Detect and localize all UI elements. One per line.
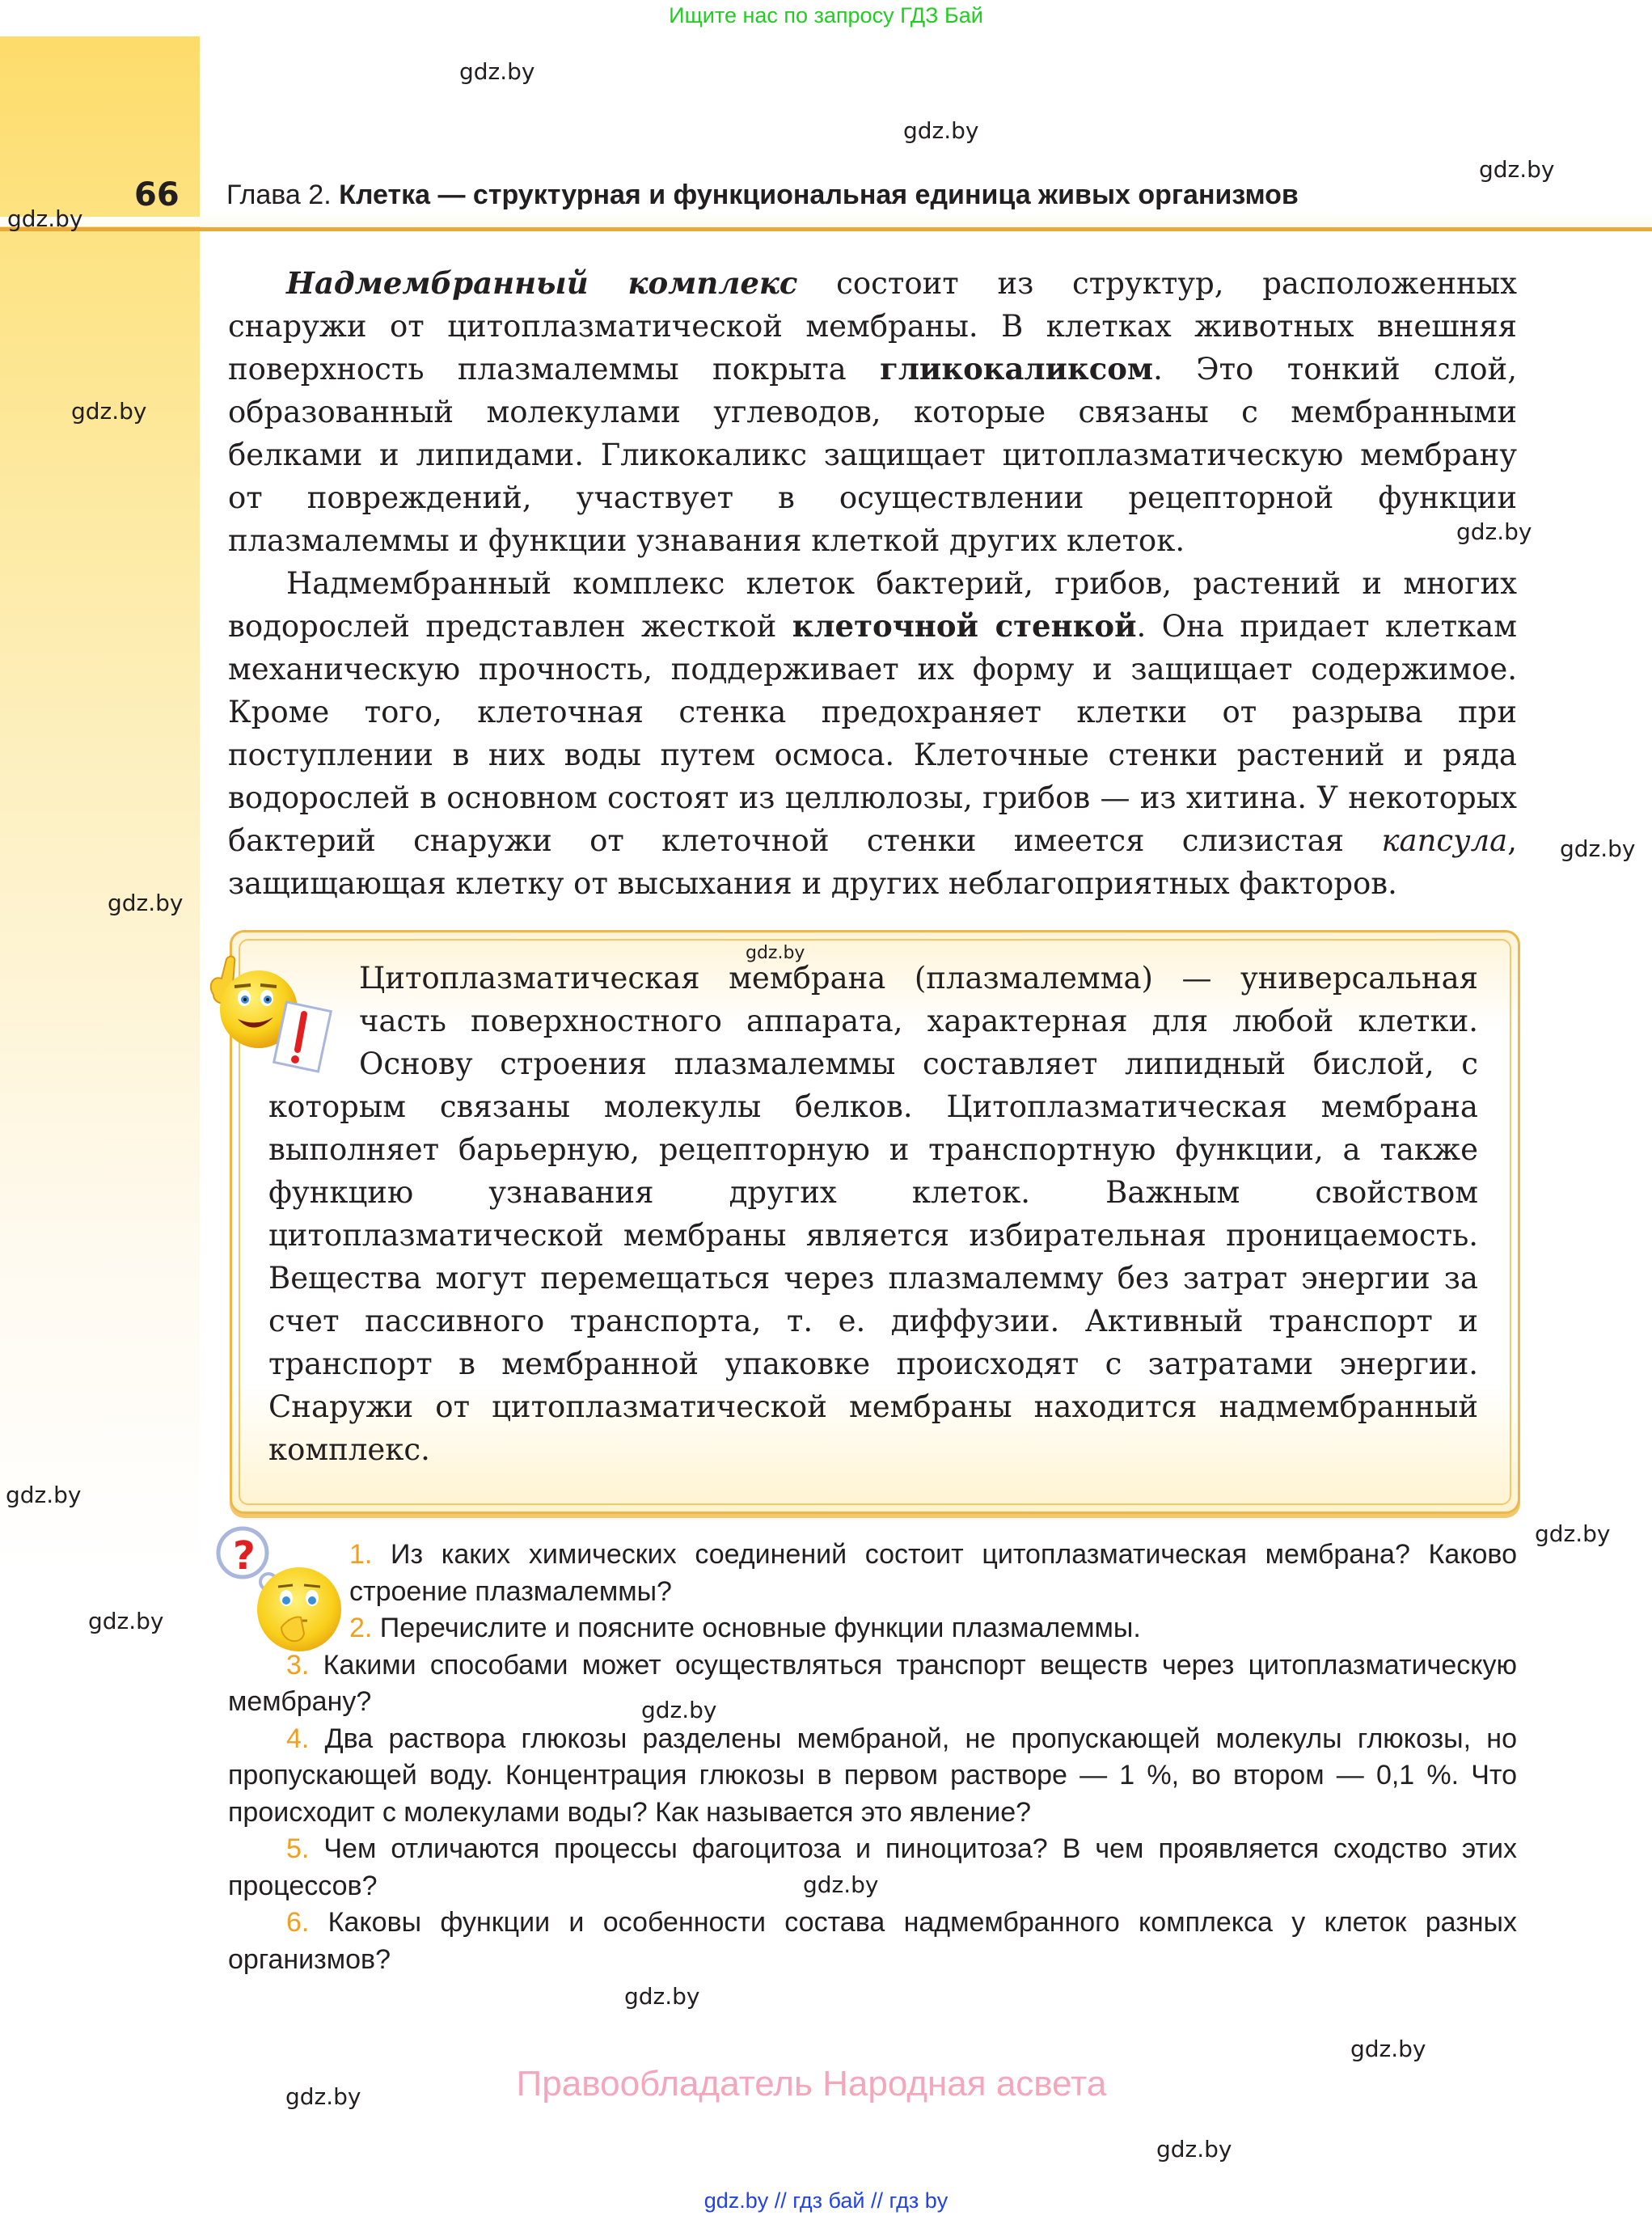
paragraph-2 <box>228 562 1517 905</box>
watermark: gdz.by <box>6 1482 82 1508</box>
watermark: gdz.by <box>285 2083 361 2110</box>
watermark: gdz.by <box>71 398 147 425</box>
watermark: gdz.by <box>803 1871 879 1898</box>
question-number: 6. <box>286 1907 310 1938</box>
watermark: gdz.by <box>746 943 805 963</box>
watermark: gdz.by <box>1350 2036 1426 2062</box>
watermark: gdz.by <box>1479 156 1555 183</box>
copyright-notice <box>0 2064 1652 2104</box>
key-note-text <box>268 957 1478 1471</box>
chapter-prefix: Глава 2. <box>226 180 340 210</box>
watermark: gdz.by <box>1156 2136 1232 2163</box>
footer-links[interactable]: gdz.by // гдз бай // гдз by <box>703 2188 949 2213</box>
header-divider <box>0 227 1652 231</box>
watermark: gdz.by <box>624 1983 700 2010</box>
header-shade <box>200 212 1652 227</box>
question-number: 4. <box>286 1723 310 1754</box>
question-item <box>228 1831 1517 1905</box>
watermark: gdz.by <box>641 1697 717 1723</box>
watermark: gdz.by <box>1560 835 1636 862</box>
watermark: gdz.by <box>903 117 979 144</box>
paragraph-text: состоит из структур, расположенных снаружи от цитоплазматической мембраны. В клетках животных внешняя поверхность плазмалеммы покрыта <box>228 266 1517 387</box>
question-text: Перечислите и поясните основные функции плазмалеммы. <box>372 1613 1141 1643</box>
review-questions <box>228 1537 1517 1978</box>
icon-spacer <box>268 957 359 1085</box>
watermark: gdz.by <box>1456 518 1532 545</box>
paragraph-text: Надмембранный комплекс клеток бактерий, грибов, растений и многих водорослей представлен жесткой <box>228 566 1517 644</box>
watermark: gdz.by <box>88 1608 164 1634</box>
watermark: gdz.by <box>459 58 535 85</box>
question-item <box>228 1721 1517 1832</box>
key-note-content: Цитоплазматическая мембрана (плазмалемма) — универсальная часть поверхностного аппарата, характерная для любой клетки. Основу строения плазмалеммы составляет липидный бислой, с которым связаны молекулы белков. Цитоплазматическая мембрана выполняет барьерную, рецепторную и транспортную функции, а также функцию узнавания других клеток. Важным свойством цитоплазматической мембраны является избирательная проницаемость. Вещества могут перемещаться через плазмалемму без затрат энергии за счет пассивного транспорта, т. е. диффузии. Активный транспорт и транспорт в мембранной упаковке происходят с затратами энергии. Снаружи от цитоплазматической мембраны находится надмембранный комплекс. <box>268 961 1478 1467</box>
term-cell-wall: клеточной стенкой <box>792 608 1137 644</box>
question-number: 2. <box>349 1613 373 1643</box>
term-glycocalyx: гликокаликсом <box>880 351 1154 387</box>
paragraph-1 <box>228 262 1517 562</box>
question-item <box>228 1905 1517 1978</box>
watermark: gdz.by <box>1535 1520 1611 1547</box>
chapter-name: Клетка — структурная и функциональная единица живых организмов <box>339 180 1299 210</box>
svg-text:?: ? <box>233 1533 256 1579</box>
question-text: Каковы функции и особенности состава надмембранного комплекса у клеток разных организмов? <box>228 1907 1517 1975</box>
question-text: Из каких химических соединений состоит цитоплазматическая мембрана? Каково строение плазмалеммы? <box>349 1539 1517 1607</box>
question-text: Чем отличаются процессы фагоцитоза и пиноцитоза? В чем проявляется сходство этих процессов? <box>228 1833 1517 1901</box>
question-text: Два раствора глюкозы разделены мембраной, не пропускающей молекулы глюкозы, но пропускающей воду. Концентрация глюкозы в первом растворе — 1 %, во втором — 0,1 %. Что происходит с молекулами воды? Как называется это явление? <box>228 1723 1517 1828</box>
question-number: 5. <box>286 1833 310 1864</box>
chapter-title <box>226 180 1299 211</box>
term-supramembrane-complex: Надмембранный комплекс <box>286 265 798 301</box>
question-text: Какими способами может осуществляться транспорт веществ через цитоплазматическую мембрану? <box>228 1649 1517 1717</box>
question-item <box>228 1537 1517 1610</box>
search-banner[interactable]: Ищите нас по запросу ГДЗ Бай <box>669 3 983 27</box>
question-number: 3. <box>286 1649 310 1681</box>
question-item <box>228 1610 1517 1647</box>
question-item <box>228 1647 1517 1721</box>
page-number: 66 <box>134 176 180 214</box>
watermark: gdz.by <box>7 205 83 232</box>
main-text <box>228 262 1517 905</box>
term-capsule: капсула <box>1381 823 1508 858</box>
copyright-text: Правообладатель Народная асвета <box>516 2064 1107 2103</box>
question-number: 1. <box>349 1539 373 1570</box>
paragraph-text: , защищающая клетку от высыхания и других неблагоприятных факторов. <box>228 823 1517 901</box>
paragraph-text: . Она придает клеткам механическую прочность, поддерживает их форму и защищает содержимое. Кроме того, клеточная стенка предохраняет клетки от разрыва при поступлении в них воды путем осмоса. Клеточные стенки растений и ряда водорослей в основном состоят из целлюлозы, грибов — из хитина. У некоторых бактерий снаружи от клеточной стенки имеется слизистая <box>228 609 1517 858</box>
page-margin-band <box>0 36 200 2224</box>
watermark: gdz.by <box>108 890 184 916</box>
paragraph-text: . Это тонкий слой, образованный молекулами углеводов, которые связаны с мембранными белками и липидами. Гликокаликс защищает цитоплазматическую мембрану от повреждений, участвует в осуществлении рецепторной функции плазмалеммы и функции узнавания клеткой других клеток. <box>228 352 1517 558</box>
